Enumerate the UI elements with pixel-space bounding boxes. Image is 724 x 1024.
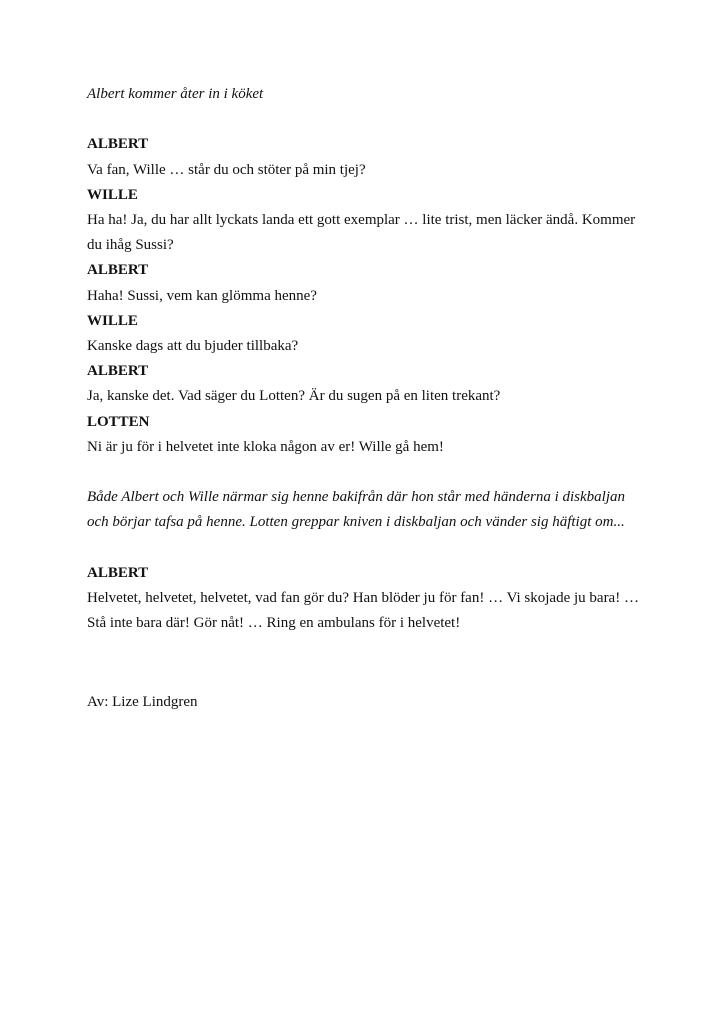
spacer bbox=[87, 460, 647, 485]
speaker-name: WILLE bbox=[87, 312, 138, 329]
opening-stage-direction: Albert kommer åter in i köket bbox=[87, 86, 264, 102]
speaker-name: ALBERT bbox=[87, 262, 149, 279]
speaker-name: WILLE bbox=[87, 186, 138, 203]
dialogue-line: Ni är ju för i helvetet inte kloka någon av er! Wille gå hem! bbox=[87, 438, 444, 455]
dialogue-line: Va fan, Wille … står du och stöter på min tjej? bbox=[87, 161, 366, 178]
dialogue-line: Ha ha! Ja, du har allt lyckats landa ett gott exemplar … lite trist, men läcker ändå. Kommer du ihåg Sussi? bbox=[87, 212, 636, 254]
dialogue-line: Ja, kanske det. Vad säger du Lotten? Är du sugen på en liten trekant? bbox=[87, 388, 501, 405]
script-body bbox=[87, 82, 647, 636]
dialogue-line: Haha! Sussi, vem kan glömma henne? bbox=[87, 287, 317, 304]
final-dialogue-line: Helvetet, helvetet, helvetet, vad fan gör du? Han blöder ju för fan! … Vi skojade ju bara! … Stå inte bara där! Gör nåt! … Ring en ambulans för i helvetet! bbox=[87, 590, 639, 632]
spacer bbox=[87, 536, 647, 561]
author-credit: Av: Lize Lindgren bbox=[87, 694, 198, 710]
speaker-name: ALBERT bbox=[87, 136, 149, 153]
spacer bbox=[87, 107, 647, 132]
speaker-name: LOTTEN bbox=[87, 413, 150, 430]
speaker-name: ALBERT bbox=[87, 363, 149, 380]
final-speaker-name: ALBERT bbox=[87, 564, 149, 581]
middle-stage-direction: Både Albert och Wille närmar sig henne bakifrån där hon står med händerna i diskbaljan och börjar tafsa på henne. Lotten greppar kniven i diskbaljan och vänder sig häftigt om... bbox=[87, 489, 626, 531]
dialogue-line: Kanske dags att du bjuder tillbaka? bbox=[87, 338, 299, 355]
